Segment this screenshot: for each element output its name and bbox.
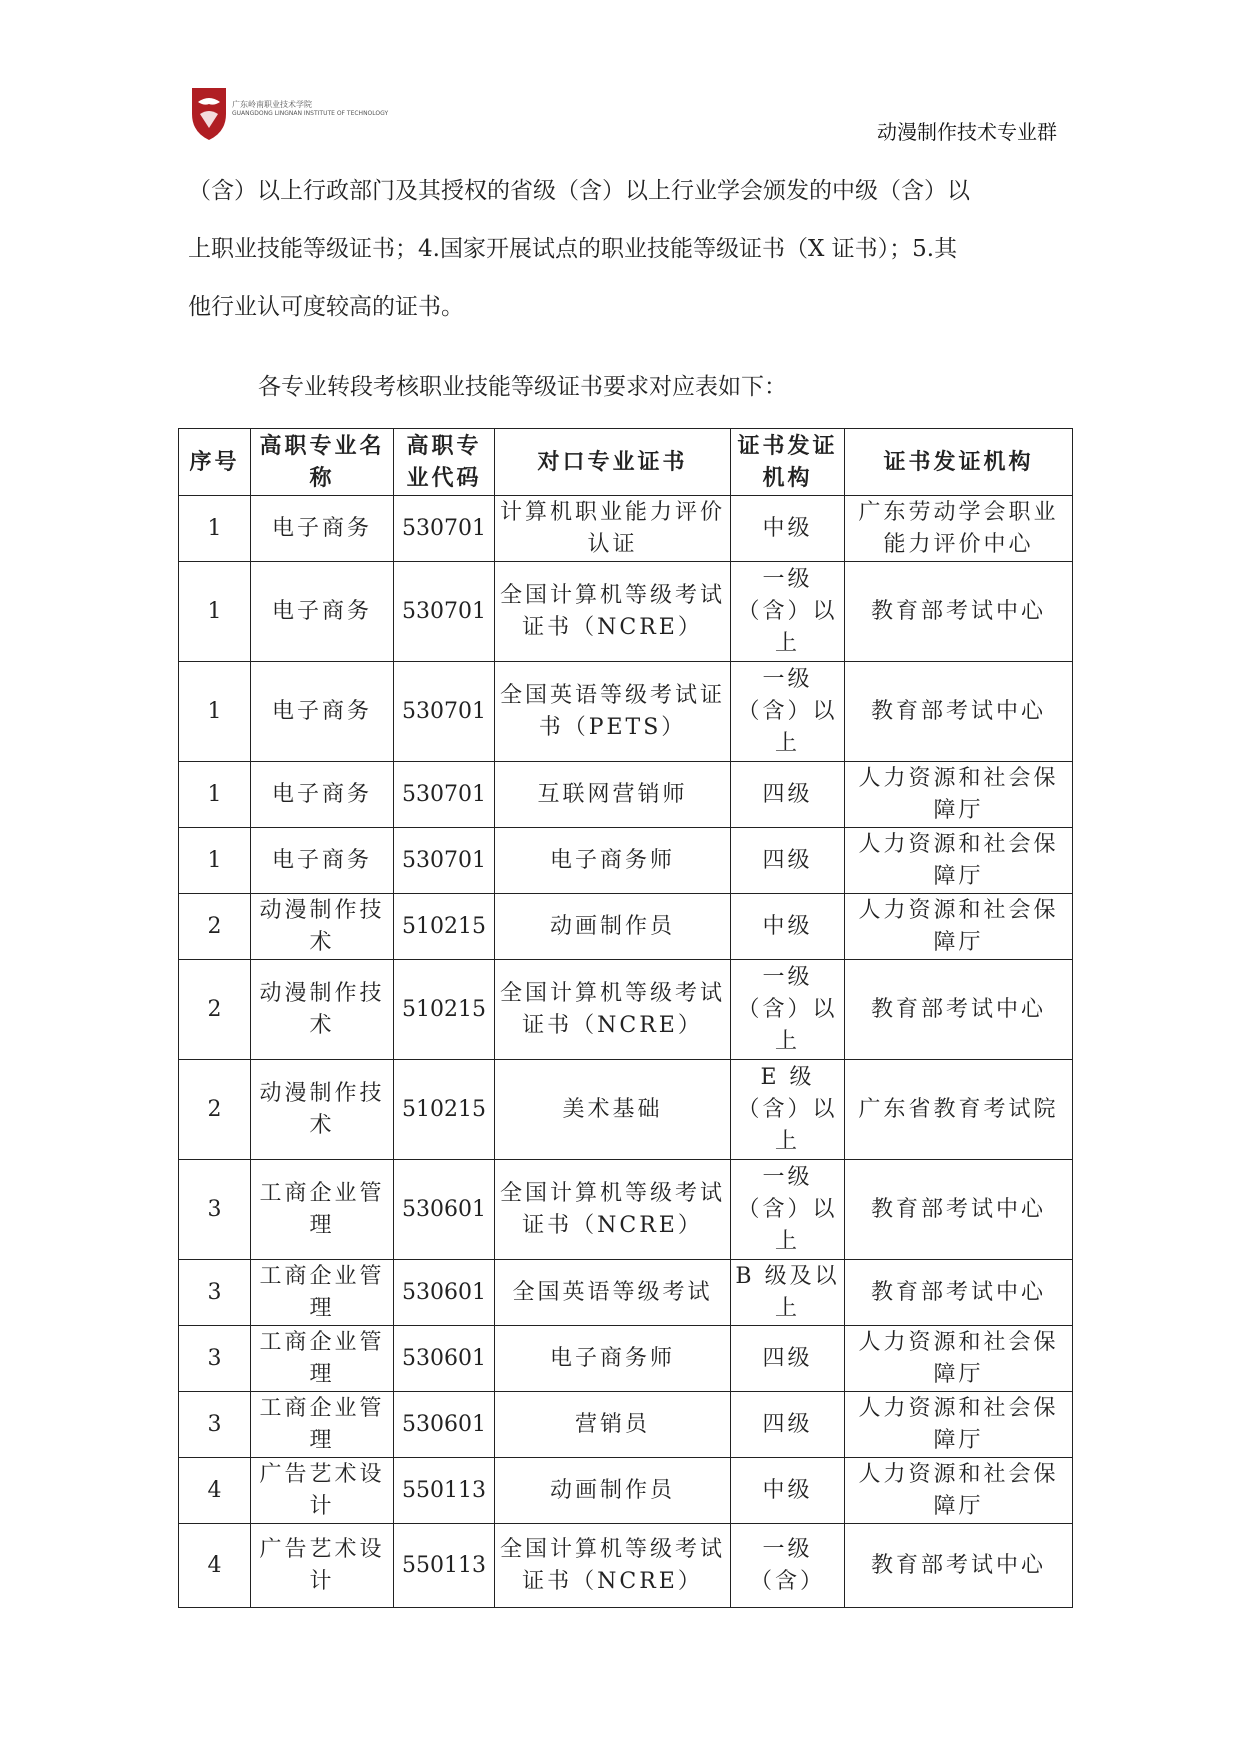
header-level: 证书发证机构: [731, 429, 845, 496]
cell-major-name: 动漫制作技术: [251, 960, 394, 1060]
cell-level: 中级: [731, 1458, 845, 1524]
cell-issuer: 人力资源和社会保障厅: [845, 894, 1073, 960]
cell-major-name: 广告艺术设计: [251, 1458, 394, 1524]
cell-major-name: 电子商务: [251, 762, 394, 828]
cell-major-name: 电子商务: [251, 562, 394, 662]
header-issuer: 证书发证机构: [845, 429, 1073, 496]
cell-seq: 2: [179, 960, 251, 1060]
cell-major-name: 动漫制作技术: [251, 1060, 394, 1160]
header-certificate: 对口专业证书: [495, 429, 731, 496]
table-row: [179, 762, 1073, 828]
table-header-row: [179, 429, 1073, 496]
table-row: [179, 960, 1073, 1060]
cell-major-code: 530701: [394, 828, 495, 894]
cell-major-code: 510215: [394, 1060, 495, 1160]
table-row: [179, 1160, 1073, 1260]
cell-issuer: 广东劳动学会职业能力评价中心: [845, 496, 1073, 562]
cell-issuer: 人力资源和社会保障厅: [845, 828, 1073, 894]
header-major-code: 高职专业代码: [394, 429, 495, 496]
cell-issuer: 人力资源和社会保障厅: [845, 762, 1073, 828]
cell-issuer: 广东省教育考试院: [845, 1060, 1073, 1160]
cell-major-code: 530601: [394, 1260, 495, 1326]
cell-major-code: 550113: [394, 1458, 495, 1524]
cell-level: 一级（含）以上: [731, 662, 845, 762]
cell-major-code: 530601: [394, 1326, 495, 1392]
cell-certificate: 全国英语等级考试证书（PETS）: [495, 662, 731, 762]
cell-major-code: 510215: [394, 894, 495, 960]
cell-certificate: 计算机职业能力评价认证: [495, 496, 731, 562]
cell-major-code: 530601: [394, 1160, 495, 1260]
logo-name-cn: 广东岭南职业技术学院: [232, 100, 312, 109]
cell-seq: 2: [179, 1060, 251, 1160]
cell-issuer: 人力资源和社会保障厅: [845, 1458, 1073, 1524]
cell-seq: 4: [179, 1458, 251, 1524]
cell-major-code: 530601: [394, 1392, 495, 1458]
cell-issuer: 教育部考试中心: [845, 960, 1073, 1060]
cell-level: 一级（含）: [731, 1524, 845, 1608]
cell-level: B 级及以上: [731, 1260, 845, 1326]
cell-issuer: 人力资源和社会保障厅: [845, 1326, 1073, 1392]
cell-seq: 3: [179, 1160, 251, 1260]
table-row: [179, 1326, 1073, 1392]
paragraph-line: 上职业技能等级证书；4.国家开展试点的职业技能等级证书（X 证书）；5.其: [188, 236, 958, 262]
cell-major-code: 550113: [394, 1524, 495, 1608]
cell-seq: 1: [179, 496, 251, 562]
cell-major-name: 工商企业管理: [251, 1326, 394, 1392]
cell-issuer: 人力资源和社会保障厅: [845, 1392, 1073, 1458]
cell-level: 四级: [731, 1392, 845, 1458]
cell-issuer: 教育部考试中心: [845, 1524, 1073, 1608]
cell-major-name: 电子商务: [251, 662, 394, 762]
body-paragraph: [188, 162, 1068, 336]
cell-certificate: 全国计算机等级考试证书（NCRE）: [495, 1160, 731, 1260]
table-intro: 各专业转段考核职业技能等级证书要求对应表如下：: [258, 374, 787, 400]
header-major-name: 高职专业名称: [251, 429, 394, 496]
cell-issuer: 教育部考试中心: [845, 662, 1073, 762]
table-row: [179, 496, 1073, 562]
cell-major-name: 工商企业管理: [251, 1392, 394, 1458]
header-seq: 序号: [179, 429, 251, 496]
cell-level: 中级: [731, 496, 845, 562]
logo-name-en: GUANGDONG LINGNAN INSTITUTE OF TECHNOLOGY: [232, 110, 389, 117]
cell-issuer: 教育部考试中心: [845, 562, 1073, 662]
cell-certificate: 营销员: [495, 1392, 731, 1458]
cell-seq: 3: [179, 1326, 251, 1392]
cell-seq: 3: [179, 1260, 251, 1326]
table-row: [179, 1060, 1073, 1160]
cell-issuer: 教育部考试中心: [845, 1160, 1073, 1260]
cell-issuer: 教育部考试中心: [845, 1260, 1073, 1326]
cell-certificate: 全国计算机等级考试证书（NCRE）: [495, 960, 731, 1060]
cell-major-code: 530701: [394, 496, 495, 562]
cell-major-name: 工商企业管理: [251, 1160, 394, 1260]
cell-seq: 3: [179, 1392, 251, 1458]
cell-level: 四级: [731, 1326, 845, 1392]
table-row: [179, 1458, 1073, 1524]
cell-level: 中级: [731, 894, 845, 960]
cell-certificate: 动画制作员: [495, 894, 731, 960]
cell-seq: 2: [179, 894, 251, 960]
cell-major-name: 电子商务: [251, 496, 394, 562]
cell-level: 一级（含）以上: [731, 960, 845, 1060]
cell-seq: 4: [179, 1524, 251, 1608]
cell-level: 一级（含）以上: [731, 562, 845, 662]
cell-seq: 1: [179, 662, 251, 762]
cell-major-name: 电子商务: [251, 828, 394, 894]
cell-level: 四级: [731, 828, 845, 894]
cell-seq: 1: [179, 762, 251, 828]
cell-certificate: 全国英语等级考试: [495, 1260, 731, 1326]
cell-certificate: 全国计算机等级考试证书（NCRE）: [495, 562, 731, 662]
cell-seq: 1: [179, 562, 251, 662]
cell-certificate: 电子商务师: [495, 828, 731, 894]
cell-level: E 级（含）以上: [731, 1060, 845, 1160]
cell-major-name: 动漫制作技术: [251, 894, 394, 960]
header-title: 动漫制作技术专业群: [877, 120, 1057, 144]
logo-text: [232, 100, 388, 118]
table-row: [179, 894, 1073, 960]
paragraph-line: （含）以上行政部门及其授权的省级（含）以上行业学会颁发的中级（含）以: [188, 178, 970, 204]
cell-certificate: 美术基础: [495, 1060, 731, 1160]
cell-major-code: 510215: [394, 960, 495, 1060]
table-row: [179, 662, 1073, 762]
paragraph-line: 他行业认可度较高的证书。: [188, 294, 464, 320]
cell-certificate: 电子商务师: [495, 1326, 731, 1392]
cell-certificate: 全国计算机等级考试证书（NCRE）: [495, 1524, 731, 1608]
table-row: [179, 562, 1073, 662]
certificate-table: [178, 428, 1073, 1608]
table-row: [179, 1392, 1073, 1458]
cell-major-code: 530701: [394, 662, 495, 762]
table-row: [179, 1524, 1073, 1608]
cell-major-code: 530701: [394, 762, 495, 828]
cell-level: 四级: [731, 762, 845, 828]
cell-major-name: 工商企业管理: [251, 1260, 394, 1326]
cell-major-name: 广告艺术设计: [251, 1524, 394, 1608]
table-row: [179, 828, 1073, 894]
cell-level: 一级（含）以上: [731, 1160, 845, 1260]
cell-seq: 1: [179, 828, 251, 894]
cell-certificate: 动画制作员: [495, 1458, 731, 1524]
cell-major-code: 530701: [394, 562, 495, 662]
table-row: [179, 1260, 1073, 1326]
cell-certificate: 互联网营销师: [495, 762, 731, 828]
